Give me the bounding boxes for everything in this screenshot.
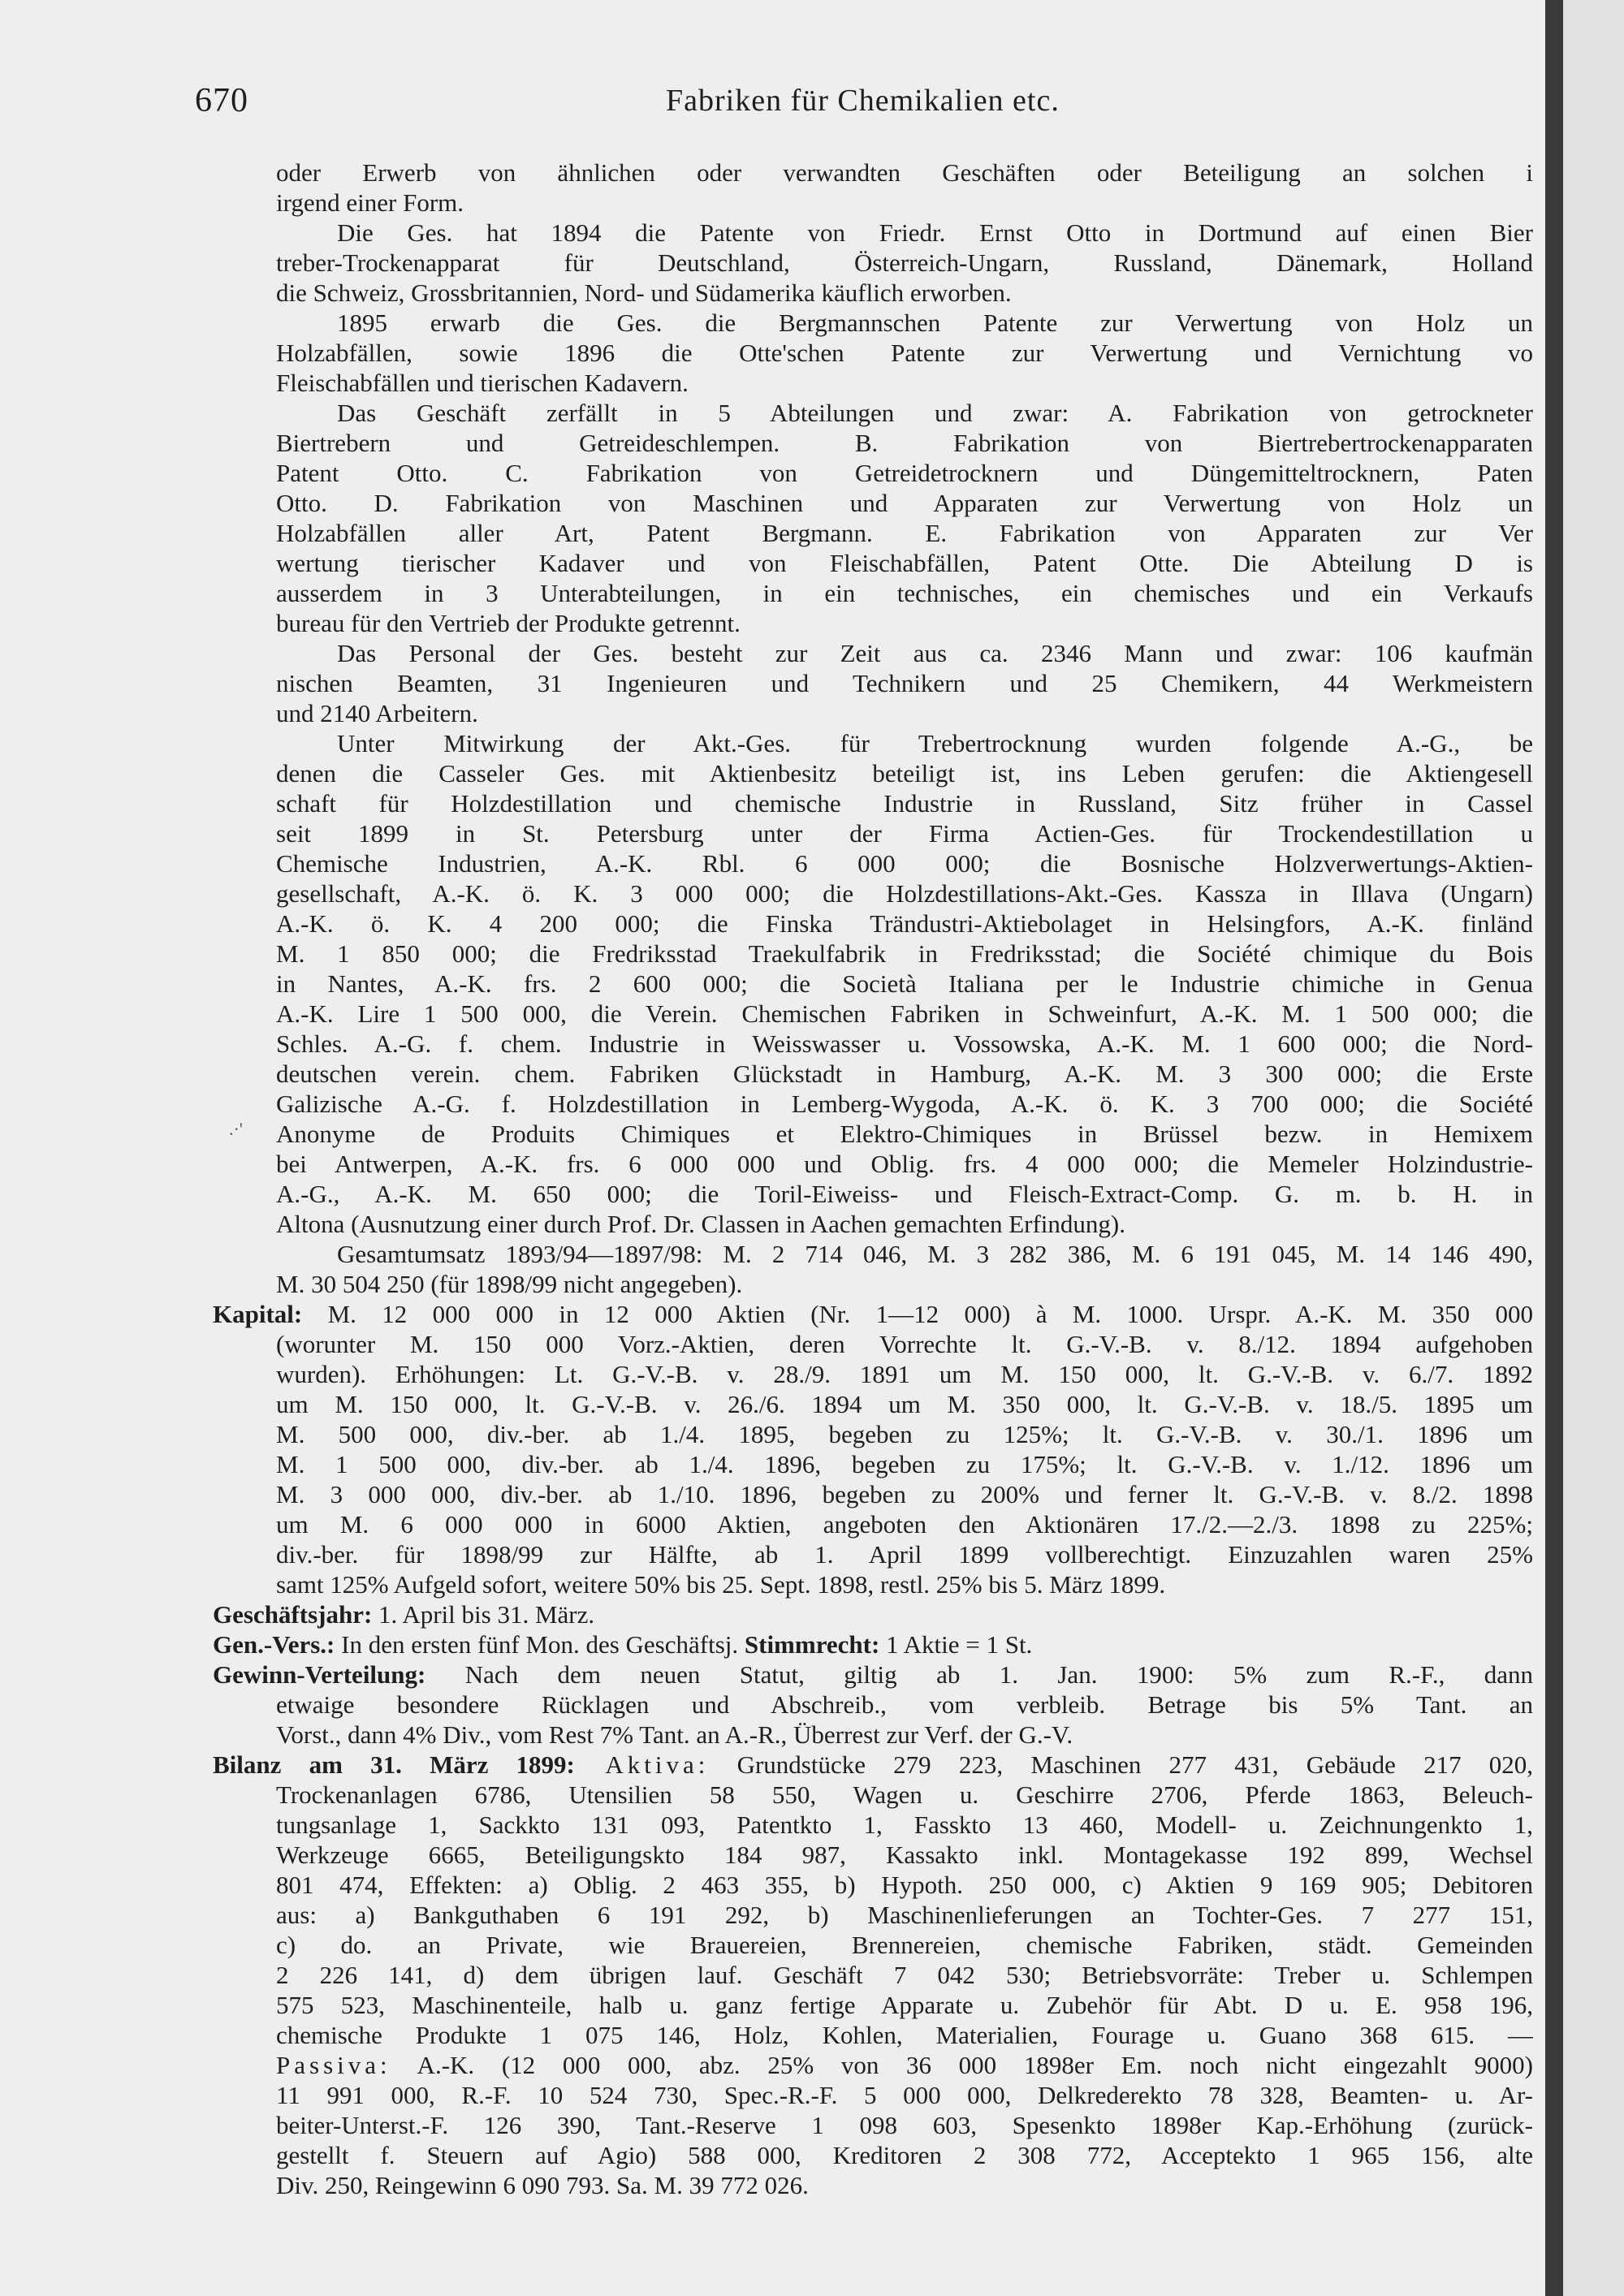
line-text: 801 474, Effekten: a) Oblig. 2 463 355, b) Hypoth. 250 000, c) Aktien 9 169 905; Debitoren xyxy=(276,1871,1533,1899)
line-text: Nach dem neuen Statut, giltig ab 1. Jan. 1900: 5% zum R.-F., dann xyxy=(425,1660,1533,1689)
line-text: denen die Casseler Ges. mit Aktienbesitz beteiligt ist, ins Leben gerufen: die Aktiengesell xyxy=(276,759,1533,788)
line-text: Otto. D. Fabrikation von Maschinen und Apparaten zur Verwertung von Holz un xyxy=(276,489,1533,517)
balance-side-label: Passiva: xyxy=(276,2051,391,2079)
running-title: Fabriken für Chemikalien etc. xyxy=(666,84,1060,118)
line-text: M. 1 850 000; die Fredriksstad Traekulfabrik in Fredriksstad; die Société chimique du Bois xyxy=(276,939,1533,968)
text-line xyxy=(276,2080,1533,2110)
line-text: Biertrebern und Getreideschlempen. B. Fabrikation von Biertrebertrockenapparaten xyxy=(276,429,1533,457)
text-line xyxy=(276,969,1533,999)
line-text: A.-K. ö. K. 4 200 000; die Finska Trändustri-Aktiebolaget in Helsingfors, A.-K. finländ xyxy=(276,909,1533,938)
adjacent-page-strip xyxy=(1563,0,1624,2296)
text-line xyxy=(276,218,1533,248)
line-text: um M. 150 000, lt. G.-V.-B. v. 26./6. 1894 um M. 350 000, lt. G.-V.-B. v. 18./5. 1895 um xyxy=(276,1390,1533,1418)
text-line xyxy=(276,1269,1533,1299)
text-line xyxy=(276,638,1533,668)
line-text: Altona (Ausnutzung einer durch Prof. Dr. Classen in Aachen gemachten Erfindung). xyxy=(276,1210,1125,1238)
line-text: treber-Trockenapparat für Deutschland, Österreich-Ungarn, Russland, Dänemark, Holland xyxy=(276,248,1533,277)
line-text: Werkzeuge 6665, Beteiligungskto 184 987, Kassakto inkl. Montagekasse 192 899, Wechsel xyxy=(276,1841,1533,1869)
text-line xyxy=(276,848,1533,878)
line-text: In den ersten fünf Mon. des Geschäftsj. xyxy=(335,1630,745,1659)
margin-mark: .·' xyxy=(229,1119,243,1139)
section-label: Kapital: xyxy=(213,1300,303,1328)
line-text: beiter-Unterst.-F. 126 390, Tant.-Reserve 1 098 603, Spesenkto 1898er Kap.-Erhöhung (zurück- xyxy=(276,2111,1533,2139)
line-text: wurden). Erhöhungen: Lt. G.-V.-B. v. 28./9. 1891 um M. 150 000, lt. G.-V.-B. v. 6./7. 1892 xyxy=(276,1360,1533,1388)
text-line xyxy=(276,158,1533,188)
text-line xyxy=(276,878,1533,908)
text-line xyxy=(276,1810,1533,1840)
line-text: und 2140 Arbeitern. xyxy=(276,699,478,727)
line-text: Gesamtumsatz 1893/94—1897/98: M. 2 714 046, M. 3 282 386, M. 6 191 045, M. 14 146 490, xyxy=(337,1240,1533,1268)
line-text: A.-K. (12 000 000, abz. 25% von 36 000 1898er Em. noch nicht eingezahlt 9000) xyxy=(391,2051,1533,2079)
section-label: Gewinn-Verteilung: xyxy=(213,1660,426,1689)
line-text: (worunter M. 150 000 Vorz.-Aktien, deren Vorrechte lt. G.-V.-B. v. 8./12. 1894 aufgehoben xyxy=(276,1330,1533,1358)
text-line xyxy=(213,1659,1533,1690)
line-text: Patent Otto. C. Fabrikation von Getreidetrocknern und Düngemitteltrocknern, Paten xyxy=(276,459,1533,487)
text-line xyxy=(276,308,1533,338)
line-text: ausserdem in 3 Unterabteilungen, in ein technisches, ein chemisches und ein Verkaufs xyxy=(276,579,1533,607)
text-line xyxy=(276,668,1533,698)
line-text: div.-ber. für 1898/99 zur Hälfte, ab 1. April 1899 vollberechtigt. Einzuzahlen waren 25% xyxy=(276,1540,1533,1569)
text-line xyxy=(213,1629,1533,1659)
line-text: M. 3 000 000, div.-ber. ab 1./10. 1896, begeben zu 200% und ferner lt. G.-V.-B. v. 8./2. 1898 xyxy=(276,1480,1533,1508)
line-text: chemische Produkte 1 075 146, Holz, Kohlen, Materialien, Fourage u. Guano 368 615. — xyxy=(276,2021,1533,2049)
text-line xyxy=(276,1870,1533,1900)
text-line xyxy=(276,1389,1533,1419)
balance-side-label: Aktiva: xyxy=(574,1750,710,1779)
line-text: deutschen verein. chem. Fabriken Glückstadt in Hamburg, A.-K. M. 3 300 000; die Erste xyxy=(276,1060,1533,1088)
line-text: gesellschaft, A.-K. ö. K. 3 000 000; die Holzdestillations-Akt.-Ges. Kassza in Illava (Ungarn) xyxy=(276,879,1533,908)
line-text: M. 1 500 000, div.-ber. ab 1./4. 1896, begeben zu 175%; lt. G.-V.-B. v. 1./12. 1896 um xyxy=(276,1450,1533,1478)
line-text: Unter Mitwirkung der Akt.-Ges. für Trebertrocknung wurden folgende A.-G., be xyxy=(337,729,1533,757)
line-text: Das Personal der Ges. besteht zur Zeit aus ca. 2346 Mann und zwar: 106 kaufmän xyxy=(337,639,1533,667)
text-line xyxy=(276,1029,1533,1059)
text-line xyxy=(276,999,1533,1029)
text-line xyxy=(276,1119,1533,1149)
line-text: in Nantes, A.-K. frs. 2 600 000; die Società Italiana per le Industrie chimiche in Genua xyxy=(276,969,1533,998)
text-line xyxy=(276,728,1533,758)
line-text: c) do. an Private, wie Brauereien, Brennereien, chemische Fabriken, städt. Gemeinden xyxy=(276,1931,1533,1959)
text-line xyxy=(276,1059,1533,1089)
line-text: nischen Beamten, 31 Ingenieuren und Technikern und 25 Chemikern, 44 Werkmeistern xyxy=(276,669,1533,697)
line-text: seit 1899 in St. Petersburg unter der Firma Actien-Ges. für Trockendestillation u xyxy=(276,819,1533,848)
line-text: A.-K. Lire 1 500 000, die Verein. Chemischen Fabriken in Schweinfurt, A.-K. M. 1 500 000; die xyxy=(276,999,1533,1028)
text-line xyxy=(276,188,1533,218)
line-text: tungsanlage 1, Sackkto 131 093, Patentkto 1, Fasskto 13 460, Modell- u. Zeichnungenkto 1, xyxy=(276,1810,1533,1839)
line-text: Div. 250, Reingewinn 6 090 793. Sa. M. 39 772 026. xyxy=(276,2171,809,2199)
line-text: samt 125% Aufgeld sofort, weitere 50% bis 25. Sept. 1898, restl. 25% bis 5. März 1899. xyxy=(276,1570,1166,1599)
line-text: wertung tierischer Kadaver und von Fleischabfällen, Patent Otte. Die Abteilung D is xyxy=(276,549,1533,577)
text-line xyxy=(276,368,1533,398)
line-text: oder Erwerb von ähnlichen oder verwandten Geschäften oder Beteiligung an solchen i xyxy=(276,158,1533,187)
line-text: 11 991 000, R.-F. 10 524 730, Spec.-R.-F. 5 000 000, Delkrederekto 78 328, Beamten- u. Ar- xyxy=(276,2081,1533,2109)
text-line xyxy=(276,1149,1533,1179)
text-line xyxy=(276,2140,1533,2170)
text-line xyxy=(213,1299,1533,1329)
line-text: 2 226 141, d) dem übrigen lauf. Geschäft 7 042 530; Betriebsvorräte: Treber u. Schlempen xyxy=(276,1961,1533,1989)
text-line xyxy=(276,1239,1533,1269)
text-line xyxy=(276,908,1533,939)
text-line xyxy=(276,1930,1533,1960)
text-line xyxy=(276,1840,1533,1870)
line-text: Galizische A.-G. f. Holzdestillation in Lemberg-Wygoda, A.-K. ö. K. 3 700 000; die Société xyxy=(276,1090,1533,1118)
line-text: etwaige besondere Rücklagen und Abschreib., vom verbleib. Betrage bis 5% Tant. an xyxy=(276,1690,1533,1719)
line-text: gestellt f. Steuern auf Agio) 588 000, Kreditoren 2 308 772, Acceptekto 1 965 156, alte xyxy=(276,2141,1533,2169)
text-line xyxy=(276,1449,1533,1479)
text-line xyxy=(276,758,1533,788)
line-text: Chemische Industrien, A.-K. Rbl. 6 000 000; die Bosnische Holzverwertungs-Aktien- xyxy=(276,849,1533,878)
text-line xyxy=(276,1569,1533,1599)
line-text: 1 Aktie = 1 St. xyxy=(879,1630,1033,1659)
line-text: A.-G., A.-K. M. 650 000; die Toril-Eiweiss- und Fleisch-Extract-Comp. G. m. b. H. in xyxy=(276,1180,1533,1208)
text-line xyxy=(276,608,1533,638)
text-line xyxy=(276,1509,1533,1539)
line-text: Das Geschäft zerfällt in 5 Abteilungen und zwar: A. Fabrikation von getrockneter xyxy=(337,399,1533,427)
line-text: Holzabfällen aller Art, Patent Bergmann. E. Fabrikation von Apparaten zur Ver xyxy=(276,519,1533,547)
text-line xyxy=(276,1539,1533,1569)
text-line xyxy=(276,248,1533,278)
line-text: bureau für den Vertrieb der Produkte getrennt. xyxy=(276,609,741,637)
text-line xyxy=(276,1780,1533,1810)
line-text: M. 12 000 000 in 12 000 Aktien (Nr. 1—12 000) à M. 1000. Urspr. A.-K. M. 350 000 xyxy=(302,1300,1533,1328)
text-line xyxy=(213,1750,1533,1780)
text-line xyxy=(276,548,1533,578)
text-line xyxy=(276,1419,1533,1449)
page-edge-shadow xyxy=(1545,0,1563,2296)
line-text: 1. April bis 31. März. xyxy=(372,1600,595,1629)
text-line xyxy=(276,2170,1533,2200)
text-line xyxy=(276,1900,1533,1930)
section-label: Geschäftsjahr: xyxy=(213,1600,373,1629)
line-text: Holzabfällen, sowie 1896 die Otte'schen Patente zur Verwertung und Vernichtung vo xyxy=(276,339,1533,367)
line-text: die Schweiz, Grossbritannien, Nord- und Südamerika käuflich erworben. xyxy=(276,278,1012,307)
text-line xyxy=(276,1479,1533,1509)
line-text: schaft für Holzdestillation und chemische Industrie in Russland, Sitz früher in Cassel xyxy=(276,789,1533,818)
section-label: Gen.-Vers.: xyxy=(213,1630,335,1659)
text-line xyxy=(276,1209,1533,1239)
page-number: 670 xyxy=(195,82,248,119)
line-text: um M. 6 000 000 in 6000 Aktien, angeboten den Aktionären 17./2.—2./3. 1898 zu 225%; xyxy=(276,1510,1533,1539)
line-text: Grundstücke 279 223, Maschinen 277 431, Gebäude 217 020, xyxy=(709,1750,1533,1779)
text-line xyxy=(276,458,1533,488)
text-line xyxy=(276,818,1533,848)
line-text: bei Antwerpen, A.-K. frs. 6 000 000 und Oblig. frs. 4 000 000; die Memeler Holzindustrie- xyxy=(276,1150,1533,1178)
line-text: irgend einer Form. xyxy=(276,188,464,217)
text-line xyxy=(276,1179,1533,1209)
section-label: Bilanz am 31. März 1899: xyxy=(213,1750,575,1779)
line-text: Trockenanlagen 6786, Utensilien 58 550, Wagen u. Geschirre 2706, Pferde 1863, Beleuch- xyxy=(276,1780,1533,1809)
line-text: M. 30 504 250 (für 1898/99 nicht angegeben). xyxy=(276,1270,743,1298)
text-line xyxy=(276,939,1533,969)
line-text: Vorst., dann 4% Div., vom Rest 7% Tant. an A.-R., Überrest zur Verf. der G.-V. xyxy=(276,1720,1073,1749)
section-label: Stimmrecht: xyxy=(744,1630,880,1659)
line-text: 575 523, Maschinenteile, halb u. ganz fertige Apparate u. Zubehör für Abt. D u. E. 958 196, xyxy=(276,1991,1533,2019)
text-line xyxy=(276,2020,1533,2050)
text-line xyxy=(276,1359,1533,1389)
text-line xyxy=(276,1720,1533,1750)
line-text: 1895 erwarb die Ges. die Bergmannschen Patente zur Verwertung von Holz un xyxy=(337,309,1533,337)
text-line xyxy=(276,2110,1533,2140)
text-line xyxy=(276,578,1533,608)
text-line xyxy=(213,1599,1533,1629)
text-line xyxy=(276,278,1533,308)
line-text: Anonyme de Produits Chimiques et Elektro-Chimiques in Brüssel bezw. in Hemixem xyxy=(276,1120,1533,1148)
line-text: aus: a) Bankguthaben 6 191 292, b) Maschinenlieferungen an Tochter-Ges. 7 277 151, xyxy=(276,1901,1533,1929)
text-line xyxy=(276,1690,1533,1720)
text-line xyxy=(276,518,1533,548)
text-line xyxy=(276,1329,1533,1359)
text-line xyxy=(276,488,1533,518)
line-text: M. 500 000, div.-ber. ab 1./4. 1895, begeben zu 125%; lt. G.-V.-B. v. 30./1. 1896 um xyxy=(276,1420,1533,1448)
body-text xyxy=(213,158,1533,2200)
text-line xyxy=(276,1990,1533,2020)
text-line xyxy=(276,2050,1533,2080)
text-line xyxy=(276,338,1533,368)
text-line xyxy=(276,1960,1533,1990)
text-line xyxy=(276,428,1533,458)
text-line xyxy=(276,698,1533,728)
line-text: Fleischabfällen und tierischen Kadavern. xyxy=(276,369,689,397)
text-line xyxy=(276,1089,1533,1119)
line-text: Die Ges. hat 1894 die Patente von Friedr. Ernst Otto in Dortmund auf einen Bier xyxy=(337,218,1533,247)
text-line xyxy=(276,788,1533,818)
line-text: Schles. A.-G. f. chem. Industrie in Weisswasser u. Vossowska, A.-K. M. 1 600 000; die Nord- xyxy=(276,1029,1533,1058)
text-line xyxy=(276,398,1533,428)
